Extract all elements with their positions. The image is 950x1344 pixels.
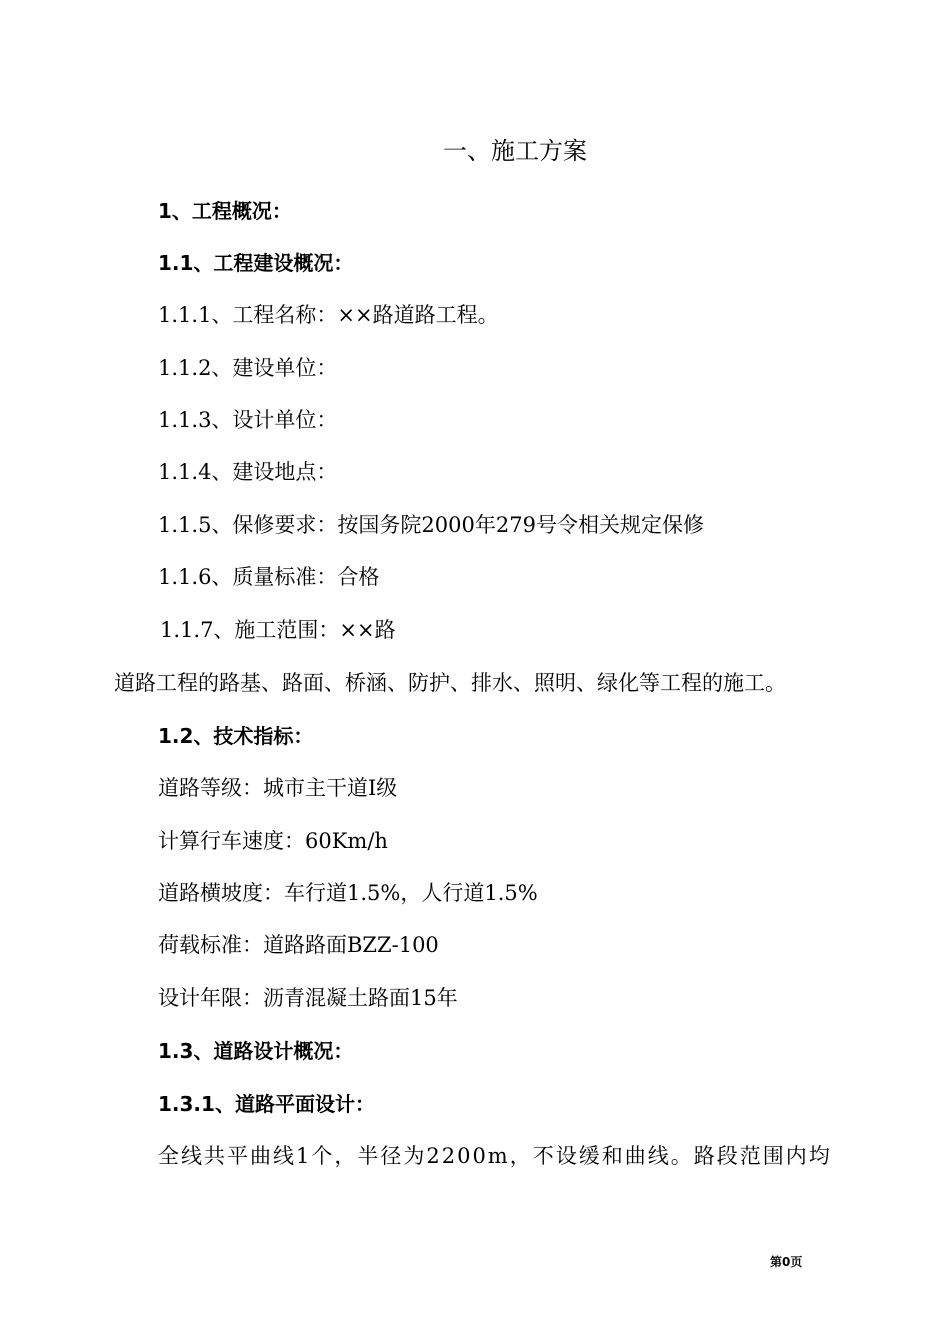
body-line: 计算行车速度：60Km/h	[158, 829, 388, 853]
body-line: 道路等级：城市主干道Ⅰ级	[158, 776, 398, 800]
subsection-heading: 1.3、道路设计概况：	[158, 1039, 354, 1063]
body-line: 1.1.3、设计单位：	[158, 408, 338, 432]
body-line: 道路横坡度：车行道1.5%，人行道1.5%	[158, 881, 538, 905]
body-line: 1.1.1、工程名称：××路道路工程。	[158, 303, 499, 327]
body-line: 1.1.5、保修要求：按国务院2000年279号令相关规定保修	[158, 513, 704, 537]
subsection-heading: 1.1、工程建设概况：	[158, 251, 354, 275]
subsection-heading: 1.2、技术指标：	[158, 724, 314, 748]
page-title: 一、施工方案	[443, 137, 587, 165]
section-heading: 1、工程概况：	[158, 199, 292, 223]
body-line: 1.1.7、施工范围：××路	[160, 618, 396, 642]
body-line: 道路工程的路基、路面、桥涵、防护、排水、照明、绿化等工程的施工。	[114, 671, 786, 695]
body-line: 全线共平曲线1个，半径为2200m，不设缓和曲线。路段范围内均	[158, 1144, 832, 1168]
subsection-heading: 1.3.1、道路平面设计：	[158, 1092, 375, 1116]
body-line: 1.1.2、建设单位：	[158, 356, 338, 380]
body-line: 设计年限：沥青混凝土路面15年	[158, 986, 458, 1010]
page-number: 第0页	[770, 1255, 803, 1269]
body-line: 1.1.4、建设地点：	[158, 460, 338, 484]
body-line: 荷载标准：道路路面BZZ-100	[158, 933, 439, 957]
body-line: 1.1.6、质量标准：合格	[158, 565, 380, 589]
